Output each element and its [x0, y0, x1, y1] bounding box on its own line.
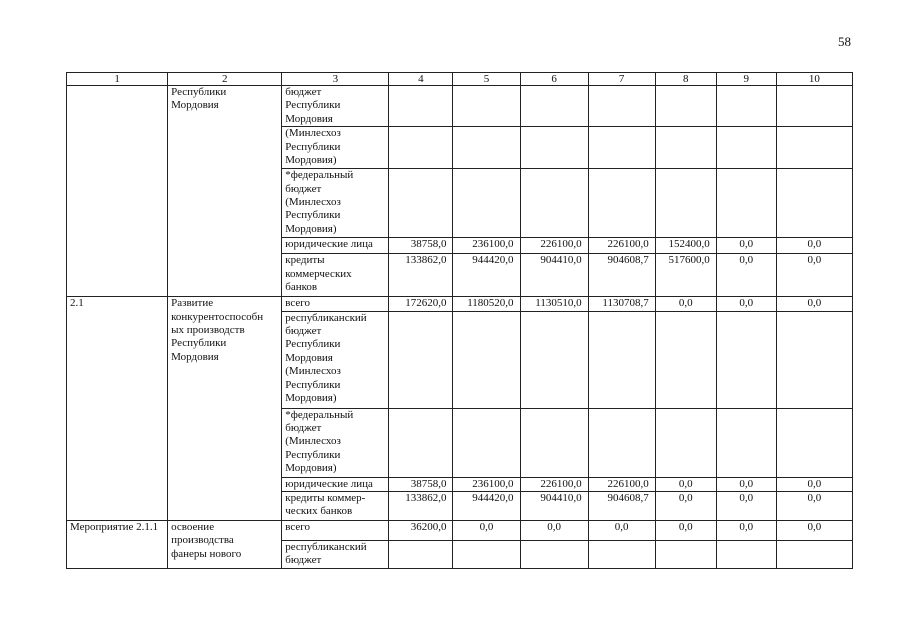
row-name-cell: Развитие конкурентоспособн ых производств Республики Мордовия [168, 297, 282, 521]
value-cell [655, 127, 716, 169]
value-cell [520, 169, 588, 238]
value-cell [389, 408, 453, 477]
value-cell: 0,0 [453, 521, 520, 541]
value-cell [776, 311, 852, 408]
value-cell [453, 408, 520, 477]
value-cell [520, 408, 588, 477]
value-cell [520, 86, 588, 127]
value-cell [655, 408, 716, 477]
value-cell: 1130708,7 [588, 297, 655, 311]
funding-source-cell: *федеральный бюджет (Минлесхоз Республики Мордовия) [282, 408, 389, 477]
funding-source-cell: республиканский бюджет [282, 541, 389, 569]
row-code-cell [67, 86, 168, 297]
value-cell [588, 127, 655, 169]
value-cell [776, 169, 852, 238]
value-cell: 236100,0 [453, 238, 520, 254]
value-cell [520, 541, 588, 569]
value-cell [520, 127, 588, 169]
header-cell: 9 [716, 73, 776, 86]
funding-source-cell: *федеральный бюджет (Минлесхоз Республики Мордовия) [282, 169, 389, 238]
value-cell [655, 541, 716, 569]
table-row [67, 297, 853, 311]
header-cell: 3 [282, 73, 389, 86]
value-cell: 133862,0 [389, 492, 453, 521]
value-cell [389, 86, 453, 127]
row-code-cell: Мероприятие 2.1.1 [67, 521, 168, 569]
value-cell [716, 127, 776, 169]
funding-source-cell: юридические лица [282, 238, 389, 254]
value-cell: 0,0 [655, 521, 716, 541]
header-cell: 2 [168, 73, 282, 86]
value-cell [588, 169, 655, 238]
funding-source-cell: кредиты коммер- ческих банков [282, 492, 389, 521]
value-cell: 172620,0 [389, 297, 453, 311]
value-cell [389, 169, 453, 238]
row-name-cell: Республики Мордовия [168, 86, 282, 297]
header-cell: 10 [776, 73, 852, 86]
value-cell: 226100,0 [520, 238, 588, 254]
value-cell: 0,0 [588, 521, 655, 541]
value-cell: 38758,0 [389, 477, 453, 491]
header-cell: 7 [588, 73, 655, 86]
value-cell: 0,0 [716, 477, 776, 491]
value-cell: 0,0 [716, 238, 776, 254]
value-cell [588, 311, 655, 408]
table-row [67, 86, 853, 127]
value-cell: 0,0 [776, 477, 852, 491]
value-cell [716, 86, 776, 127]
value-cell [453, 169, 520, 238]
value-cell: 1130510,0 [520, 297, 588, 311]
value-cell: 904410,0 [520, 492, 588, 521]
value-cell: 0,0 [776, 492, 852, 521]
value-cell: 0,0 [776, 254, 852, 297]
value-cell: 0,0 [655, 492, 716, 521]
value-cell [389, 541, 453, 569]
header-cell: 8 [655, 73, 716, 86]
value-cell [716, 311, 776, 408]
value-cell: 133862,0 [389, 254, 453, 297]
value-cell [776, 86, 852, 127]
funding-source-cell: республиканский бюджет Республики Мордовия (Минлесхоз Республики Мордовия) [282, 311, 389, 408]
funding-source-cell: всего [282, 297, 389, 311]
header-cell: 1 [67, 73, 168, 86]
row-name-cell: освоение производства фанеры нового [168, 521, 282, 569]
funding-source-cell: бюджет Республики Мордовия [282, 86, 389, 127]
value-cell: 517600,0 [655, 254, 716, 297]
budget-table [66, 72, 853, 569]
value-cell: 944420,0 [453, 254, 520, 297]
value-cell: 226100,0 [520, 477, 588, 491]
row-code-cell: 2.1 [67, 297, 168, 521]
value-cell [389, 127, 453, 169]
funding-source-cell: (Минлесхоз Республики Мордовия) [282, 127, 389, 169]
funding-source-cell: всего [282, 521, 389, 541]
value-cell [655, 311, 716, 408]
value-cell [776, 541, 852, 569]
value-cell [776, 127, 852, 169]
value-cell: 0,0 [716, 297, 776, 311]
value-cell: 226100,0 [588, 238, 655, 254]
value-cell: 152400,0 [655, 238, 716, 254]
header-cell: 4 [389, 73, 453, 86]
value-cell: 38758,0 [389, 238, 453, 254]
value-cell: 0,0 [716, 254, 776, 297]
value-cell: 0,0 [776, 297, 852, 311]
value-cell: 0,0 [716, 521, 776, 541]
value-cell: 904608,7 [588, 254, 655, 297]
value-cell: 904410,0 [520, 254, 588, 297]
value-cell [716, 408, 776, 477]
value-cell [655, 86, 716, 127]
value-cell: 0,0 [655, 477, 716, 491]
value-cell [453, 541, 520, 569]
value-cell: 1180520,0 [453, 297, 520, 311]
value-cell: 0,0 [776, 521, 852, 541]
value-cell: 904608,7 [588, 492, 655, 521]
value-cell: 0,0 [716, 492, 776, 521]
value-cell [588, 541, 655, 569]
value-cell [716, 169, 776, 238]
table-row [67, 521, 853, 541]
value-cell [716, 541, 776, 569]
value-cell [655, 169, 716, 238]
value-cell [453, 127, 520, 169]
value-cell [453, 311, 520, 408]
funding-source-cell: юридические лица [282, 477, 389, 491]
header-row [67, 73, 853, 86]
value-cell [453, 86, 520, 127]
value-cell [588, 86, 655, 127]
value-cell: 0,0 [655, 297, 716, 311]
value-cell: 0,0 [776, 238, 852, 254]
header-cell: 5 [453, 73, 520, 86]
value-cell: 226100,0 [588, 477, 655, 491]
value-cell [588, 408, 655, 477]
value-cell: 236100,0 [453, 477, 520, 491]
value-cell [520, 311, 588, 408]
value-cell [776, 408, 852, 477]
value-cell: 0,0 [520, 521, 588, 541]
value-cell [389, 311, 453, 408]
page-number: 58 [838, 34, 851, 49]
funding-source-cell: кредиты коммерческих банков [282, 254, 389, 297]
header-cell: 6 [520, 73, 588, 86]
value-cell: 944420,0 [453, 492, 520, 521]
value-cell: 36200,0 [389, 521, 453, 541]
